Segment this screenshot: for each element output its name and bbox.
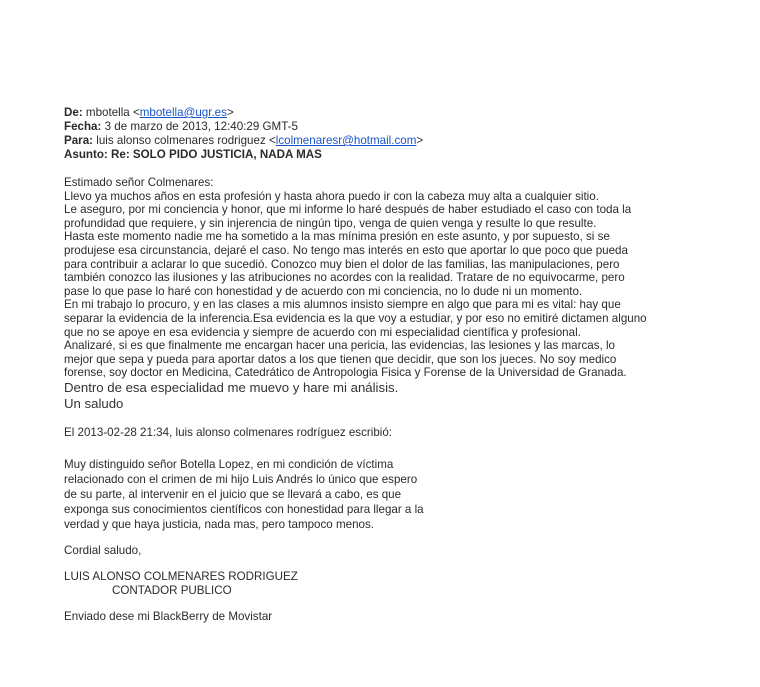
body-line: Analizaré, si es que finalmente me encargan hacer una pericia, las evidencias, las lesiones y las marcas, lo [64, 339, 615, 353]
email-document [64, 106, 744, 624]
closing-salutation: Un saludo [64, 395, 124, 411]
body-line: que no se apoye en esa evidencia y siempre de acuerdo con mi especialidad científica y profesional. [64, 325, 581, 339]
email-body [64, 176, 744, 412]
closing-line: Dentro de esa especialidad me muevo y hare mi análisis. [64, 379, 399, 395]
quote-line: verdad y que haya justicia, nada mas, pero tampoco menos. [64, 517, 374, 531]
quoted-message-header: El 2013-02-28 21:34, luis alonso colmenares rodríguez escribió: [64, 425, 393, 439]
date-value: 3 de marzo de 2013, 12:40:29 GMT-5 [104, 120, 298, 133]
body-line: forense, soy doctor en Medicina, Catedrático de Antropologia Fisica y Forense de la Universidad de Granada. [64, 366, 627, 380]
body-line: Le aseguro, por mi conciencia y honor, que mi informe lo haré después de haber estudiado el caso con toda la [64, 203, 632, 217]
subject-value: Re: SOLO PIDO JUSTICIA, NADA MAS [111, 148, 322, 161]
body-line: para contribuir a aclarar lo que sucedió. Conozco muy bien el dolor de las familias, las manipulaciones, pero [64, 257, 620, 271]
to-email-link[interactable]: lcolmenaresr@hotmail.com [275, 134, 417, 147]
signature-name: LUIS ALONSO COLMENARES RODRIGUEZ [64, 569, 298, 583]
body-line: separar la evidencia de la inferencia.Esa evidencia es la que voy a estudiar, y por eso no emitiré dictamen alguno [64, 311, 647, 325]
to-row: Para: luis alonso colmenares rodriguez <lcolmenaresr@hotmail.com> [64, 134, 424, 147]
subject-row [64, 148, 744, 162]
date-row [64, 120, 744, 134]
from-label: De: [64, 106, 83, 119]
body-line: En mi trabajo lo procuro, y en las clases a mis alumnos insisto siempre en algo que para mi es vital: hay que [64, 298, 621, 312]
quote-greeting: Cordial saludo, [64, 543, 142, 557]
signature-title: CONTADOR PUBLICO [112, 583, 232, 597]
to-name: luis alonso colmenares rodriguez [96, 134, 266, 147]
body-line: Llevo ya muchos años en esta profesión y hasta ahora puedo ir con la cabeza muy alta a cualquier sitio. [64, 189, 599, 203]
date-label: Fecha: [64, 120, 102, 133]
body-line: mejor que sepa y pueda para aportar datos a los que tienen que decidir, que son los jueces. No soy medico [64, 352, 617, 366]
sent-from-note: Enviado dese mi BlackBerry de Movistar [64, 609, 273, 623]
to-label: Para: [64, 134, 94, 147]
quoted-message [64, 457, 744, 532]
quote-line: Muy distinguido señor Botella Lopez, en mi condición de víctima [64, 457, 394, 471]
body-line: también conozco las ilusiones y las atribuciones no acordes con la realidad. Tratare de no equivocarme, pero [64, 271, 625, 285]
body-line: pase lo que pase lo haré con honestidad y de acuerdo con mi conciencia, no lo dude ni un momento. [64, 284, 583, 298]
from-name: mbotella [85, 106, 130, 119]
from-row: De: mbotella <mbotella@ugr.es> [64, 106, 234, 119]
quote-line: de su parte, al intervenir en el juicio que se llevará a cabo, es que [64, 487, 402, 501]
email-header [64, 106, 744, 162]
quote-line: relacionado con el crimen de mi hijo Luis Andrés lo único que espero [64, 472, 418, 486]
subject-label: Asunto: [64, 148, 108, 161]
body-line: produjese esa circunstancia, dejaré el caso. No tengo mas interés en esto que aportar lo que poco que pueda [64, 243, 628, 257]
quote-line: exponga sus conocimientos científicos con honestidad para llegar a la [64, 502, 424, 516]
body-line: profundidad que requiere, y sin injerencia de ningún tipo, venga de quien venga y resulte lo que resulte. [64, 216, 597, 230]
body-line: Estimado señor Colmenares: [64, 176, 214, 189]
from-email-link[interactable]: mbotella@ugr.es [139, 106, 227, 119]
body-line: Hasta este momento nadie me ha sometido a la mas mínima presión en este asunto, y por supuesto, si se [64, 230, 610, 244]
